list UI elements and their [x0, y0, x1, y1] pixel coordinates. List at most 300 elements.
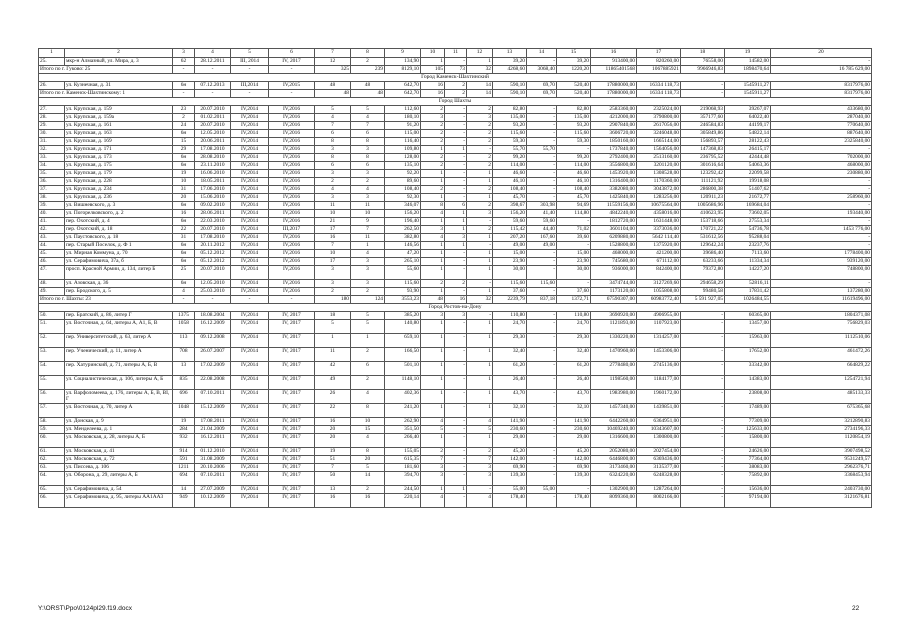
table-cell: -	[527, 106, 557, 114]
table-cell: 1308528,00	[637, 170, 681, 178]
table-cell: 3556800,00	[591, 162, 637, 170]
address-cell: ул. Оборона, д. 29, литеры А, Б	[65, 472, 173, 486]
subtotal-cell: 590,10	[493, 90, 527, 98]
table-cell: 09.12.2008	[195, 334, 231, 348]
table-cell: 24626,00	[725, 448, 771, 456]
table-cell: 1	[421, 334, 445, 348]
table-cell: 2513160,00	[637, 154, 681, 162]
city-section-header	[39, 304, 872, 312]
table-cell: 15800,00	[725, 434, 771, 448]
table-cell: -	[445, 138, 467, 146]
table-cell: 5642 114,40	[637, 234, 681, 242]
row-number: 63.	[39, 464, 65, 472]
table-cell: 1	[467, 404, 493, 418]
table-cell: 1302900,00	[591, 486, 637, 494]
table-cell: 1737840,00	[591, 146, 637, 154]
table-cell: 7	[315, 242, 351, 250]
table-cell: 23	[173, 106, 195, 114]
table-row	[39, 258, 872, 266]
table-cell: 64022,40	[725, 114, 771, 122]
table-cell: 3	[351, 280, 385, 288]
table-cell: 156,20	[493, 210, 527, 218]
table-cell: 17.08.2011	[195, 418, 231, 426]
address-cell: мкр-н Алмазный, ул. Мира, д. 3	[65, 58, 173, 66]
table-cell: 7	[351, 226, 385, 234]
address-cell: ул. Серафимовича, 37а, б	[65, 258, 173, 266]
table-cell: 61,20	[557, 362, 591, 376]
table-cell: 3	[315, 280, 351, 288]
table-cell: -	[681, 404, 725, 418]
table-cell: 39,60	[557, 234, 591, 242]
table-cell: 284	[173, 426, 195, 434]
table-cell: 99,20	[493, 154, 527, 162]
address-cell: ул. Мирная Коммуна, д. 70	[65, 250, 173, 258]
column-number: 19	[725, 49, 771, 58]
table-cell: 54063,36	[725, 162, 771, 170]
table-cell: 169684,04	[725, 202, 771, 210]
table-cell: 1453306,00	[637, 348, 681, 362]
table-cell: 22.03.2010	[195, 218, 231, 226]
table-row	[39, 154, 872, 162]
table-cell: 94,69	[557, 202, 591, 210]
row-number: 36.	[39, 178, 65, 186]
table-cell: 37,60	[493, 288, 527, 296]
subtotal-label: Итого по г. Каменск-Шахтинскому: 1	[39, 90, 173, 98]
table-cell: -	[771, 146, 872, 154]
table-cell: 79372,80	[681, 266, 725, 280]
table-cell: 12.05.2010	[195, 130, 231, 138]
table-cell: 55,00	[527, 486, 557, 494]
table-cell: 19	[173, 418, 195, 426]
table-cell: 6446800,00	[591, 456, 637, 464]
table-cell: -	[527, 122, 557, 130]
table-cell: 25	[173, 266, 195, 280]
table-cell: -	[527, 434, 557, 448]
table-cell: IV,2014	[231, 472, 269, 486]
table-cell: 11	[315, 202, 351, 210]
table-cell: 346,07	[385, 202, 421, 210]
subtotal-cell: 180	[315, 296, 351, 304]
row-number: 46.	[39, 258, 65, 266]
row-number: 34.	[39, 162, 65, 170]
table-cell: IV,2014	[231, 320, 269, 334]
table-cell: 27.07.2009	[195, 486, 231, 494]
column-number: 5	[231, 49, 269, 58]
table-cell: 1120854,19	[771, 434, 872, 448]
table-cell: 241,20	[385, 404, 421, 418]
table-cell: 1300800,00	[637, 434, 681, 448]
table-cell: IV,2016	[269, 288, 315, 296]
table-cell: 2	[351, 288, 385, 296]
subtotal-cell: -	[195, 66, 231, 74]
table-cell: 54736,78	[725, 226, 771, 234]
table-cell: -	[681, 486, 725, 494]
table-cell: 1	[467, 334, 493, 348]
address-cell: ул. Кузнечная, д. 31	[65, 82, 173, 90]
table-cell: 3368453,94	[771, 472, 872, 486]
table-cell: 55,70	[527, 146, 557, 154]
table-row	[39, 448, 872, 456]
table-cell: 3173460,00	[591, 464, 637, 472]
table-cell: 16.06.2010	[195, 170, 231, 178]
table-cell: 3	[315, 194, 351, 202]
address-cell: ул. Вишневского, д. 3	[65, 202, 173, 210]
table-cell: 244,50	[385, 486, 421, 494]
table-cell: 2	[351, 376, 385, 390]
table-cell: 1	[421, 58, 445, 66]
subtotal-cell: 8129,10	[385, 66, 421, 74]
table-cell: 14	[173, 486, 195, 494]
table-cell: 3	[351, 194, 385, 202]
table-cell: -	[445, 250, 467, 258]
table-cell: 47,20	[385, 250, 421, 258]
table-cell: -	[527, 250, 557, 258]
table-row	[39, 312, 872, 320]
table-cell: 12.05.2010	[195, 280, 231, 288]
subtotal-cell: -	[269, 296, 315, 304]
table-cell: 28.06.2011	[195, 210, 231, 218]
table-cell: 1564056,00	[637, 146, 681, 154]
table-cell: 31	[173, 234, 195, 242]
row-number: 25.	[39, 58, 65, 66]
table-cell: 110,80	[557, 312, 591, 320]
table-cell: 421200,00	[637, 250, 681, 258]
table-cell: 16	[351, 494, 385, 508]
table-cell: 13	[315, 486, 351, 494]
row-number: 48.	[39, 280, 65, 288]
table-cell: 266,40	[385, 434, 421, 448]
table-cell: IV,2014	[231, 376, 269, 390]
table-cell: 3	[421, 464, 445, 472]
table-cell: 1960172,00	[637, 390, 681, 404]
table-cell: 1048	[173, 404, 195, 418]
table-cell: 385,20	[385, 312, 421, 320]
table-cell: -	[445, 320, 467, 334]
table-cell: 69,90	[557, 464, 591, 472]
row-number: 59.	[39, 426, 65, 434]
table-cell: 43,70	[557, 390, 591, 404]
table-cell: -	[527, 362, 557, 376]
row-number: 47.	[39, 266, 65, 280]
table-cell: 48	[315, 82, 351, 90]
table-cell: 1	[421, 486, 445, 494]
row-number: 64.	[39, 472, 65, 486]
table-cell: 1	[421, 178, 445, 186]
table-cell: 3	[315, 170, 351, 178]
address-cell: ул. Крупская, д. 159а	[65, 114, 173, 122]
subtotal-cell: -	[195, 296, 231, 304]
table-cell: 236795,52	[681, 154, 725, 162]
table-cell: -	[445, 404, 467, 418]
table-cell: 15	[173, 138, 195, 146]
column-number: 7	[315, 49, 351, 58]
table-cell: 48	[351, 82, 385, 90]
table-cell: -	[445, 448, 467, 456]
table-cell: 17652,00	[725, 348, 771, 362]
table-cell: -	[527, 114, 557, 122]
table-cell: 32,10	[493, 404, 527, 418]
row-number: 62.	[39, 456, 65, 464]
row-number: 35.	[39, 170, 65, 178]
table-cell: 23,90	[493, 258, 527, 266]
table-cell: 6	[445, 202, 467, 210]
table-cell: 134,90	[385, 58, 421, 66]
table-cell: 694	[173, 472, 195, 486]
table-cell: 115,60	[385, 280, 421, 288]
table-cell: 140,80	[385, 320, 421, 334]
table-cell: IV,2016	[269, 280, 315, 288]
table-cell: -	[771, 202, 872, 210]
table-row	[39, 390, 872, 404]
table-row	[39, 456, 872, 464]
table-row	[39, 320, 872, 334]
table-cell: 1	[421, 390, 445, 404]
table-cell: 30,00	[493, 266, 527, 280]
table-cell: 1	[421, 258, 445, 266]
table-cell: 748800,00	[771, 266, 872, 280]
subtotal-cell: 520,40	[557, 90, 591, 98]
column-number: 2	[65, 49, 173, 58]
table-cell: 9	[351, 218, 385, 226]
table-cell: 949	[173, 494, 195, 508]
table-cell: 2	[315, 178, 351, 186]
table-cell: 8317976,00	[771, 82, 872, 90]
table-cell: 8	[351, 154, 385, 162]
table-cell: 16	[315, 494, 351, 508]
table-cell: 1	[421, 362, 445, 376]
table-cell: 1107923,00	[637, 320, 681, 334]
table-cell: -	[681, 334, 725, 348]
subtotal-cell: 17880000,00	[591, 90, 637, 98]
table-cell: -	[771, 186, 872, 194]
table-cell: IV,2014	[231, 448, 269, 456]
table-cell: 294658,29	[681, 280, 725, 288]
table-cell: 1316400,00	[591, 178, 637, 186]
table-cell: 4	[315, 186, 351, 194]
table-cell: -	[771, 280, 872, 288]
table-cell: 1	[421, 404, 445, 418]
table-cell: 20	[173, 194, 195, 202]
table-cell: 14582,00	[725, 58, 771, 66]
table-cell: 153718,66	[681, 218, 725, 226]
table-cell: 18	[315, 312, 351, 320]
table-cell: 11	[351, 234, 385, 242]
address-cell: ул. Крупская, д. 236	[65, 194, 173, 202]
table-cell: 10675564,00	[637, 202, 681, 210]
table-cell: 398,67	[493, 202, 527, 210]
table-cell: 20	[315, 434, 351, 448]
table-cell: 6н	[173, 218, 195, 226]
subtotal-cell: 16	[445, 296, 467, 304]
table-cell: 1314257,00	[637, 334, 681, 348]
subtotal-cell: 642,70	[385, 90, 421, 98]
table-cell: 5	[421, 426, 445, 434]
table-cell: 26415,17	[725, 146, 771, 154]
table-cell: -	[445, 162, 467, 170]
table-row	[39, 472, 872, 486]
table-cell: IV, 2017	[269, 472, 315, 486]
table-cell: 92,20	[385, 170, 421, 178]
table-cell: IV,2014	[231, 162, 269, 170]
table-cell: 394,70	[385, 472, 421, 486]
table-cell: 230,60	[557, 426, 591, 434]
table-row	[39, 464, 872, 472]
table-cell: 77309,00	[725, 418, 771, 426]
address-cell: ул. Восточная, д. 70, литер А	[65, 404, 173, 418]
table-cell: 3121676,81	[771, 494, 872, 508]
table-row	[39, 334, 872, 348]
table-cell: 2	[421, 122, 445, 130]
table-cell: 69,90	[493, 464, 527, 472]
table-cell: 139,30	[493, 472, 527, 486]
table-cell: 27553,34	[725, 218, 771, 226]
column-number: 10	[421, 49, 445, 58]
table-cell: 10	[173, 178, 195, 186]
subtotal-row	[39, 66, 872, 74]
table-cell: 1375920,00	[637, 242, 681, 250]
table-cell: 5	[467, 426, 493, 434]
table-cell: -	[681, 448, 725, 456]
table-cell: 2	[351, 58, 385, 66]
subtotal-cell: 1220,20	[557, 66, 591, 74]
table-cell: IV,2014	[231, 404, 269, 418]
address-cell: ул. Азовская, д. 36	[65, 280, 173, 288]
table-cell: 4	[351, 434, 385, 448]
table-cell: IV, 2017	[269, 334, 315, 348]
table-cell: -	[527, 154, 557, 162]
table-cell: 114,80	[557, 210, 591, 218]
table-cell: IV,2014	[231, 418, 269, 426]
table-cell: 01.12.2010	[195, 448, 231, 456]
table-cell: 5	[315, 320, 351, 334]
table-cell: IV,2016	[269, 178, 315, 186]
address-cell: ул. Варфоломеева, д. 176, литеры А, Б, В, ВI, Г	[65, 390, 173, 404]
table-cell: 115,60	[493, 130, 527, 138]
table-cell: IV,2016	[269, 250, 315, 258]
table-cell: 14383,00	[725, 376, 771, 390]
row-number: 61.	[39, 448, 65, 456]
table-cell: 4358016,00	[637, 210, 681, 218]
table-cell: 3	[445, 312, 467, 320]
table-cell: 8002166,00	[637, 494, 681, 508]
table-cell: IV,2014	[231, 146, 269, 154]
table-cell: 181,60	[385, 464, 421, 472]
table-cell: 20	[315, 426, 351, 434]
table-cell: 20.10.2006	[195, 464, 231, 472]
table-cell: 8	[315, 138, 351, 146]
table-cell: -	[467, 312, 493, 320]
table-cell: 17	[315, 226, 351, 234]
table-cell: 135,00	[557, 114, 591, 122]
table-cell: -	[445, 348, 467, 362]
table-cell: 1	[467, 362, 493, 376]
table-cell: -	[445, 266, 467, 280]
table-cell: IV, 2017	[269, 418, 315, 426]
table-cell: 756829,03	[771, 320, 872, 334]
table-cell: 1804371,08	[771, 312, 872, 320]
row-number: 58.	[39, 418, 65, 426]
table-cell: -	[681, 320, 725, 334]
table-cell: 99480,58	[681, 288, 725, 296]
table-cell: IV,2014	[231, 154, 269, 162]
address-cell: ул. Крупская, д. 173	[65, 154, 173, 162]
table-cell: 6	[315, 162, 351, 170]
table-cell: 69,70	[527, 82, 557, 90]
table-cell: -	[527, 312, 557, 320]
table-cell: 156893,57	[681, 138, 725, 146]
table-cell: 19	[173, 170, 195, 178]
table-cell: 4	[421, 234, 445, 242]
table-cell: 5	[351, 320, 385, 334]
table-cell: 93,20	[493, 122, 527, 130]
table-cell: 61,20	[493, 362, 527, 376]
table-cell: 1	[421, 320, 445, 334]
table-cell: 1	[467, 194, 493, 202]
table-cell: 675365,68	[771, 404, 872, 418]
table-row	[39, 170, 872, 178]
table-cell: 23,90	[557, 258, 591, 266]
column-number: 1	[39, 49, 65, 58]
table-cell: 4212000,00	[591, 114, 637, 122]
table-cell: 63233,66	[681, 258, 725, 266]
table-cell: 4	[351, 114, 385, 122]
table-cell: 664829,22	[771, 362, 872, 376]
table-cell: 39267,07	[725, 106, 771, 114]
address-cell: пер. Хатуринский, д. 71, литеры А, Б, В	[65, 362, 173, 376]
table-cell: 14	[467, 82, 493, 90]
table-cell: 1631448,00	[637, 218, 681, 226]
table-cell: 125633,00	[725, 426, 771, 434]
table-cell: 1545911,27	[725, 82, 771, 90]
row-number: 66.	[39, 494, 65, 508]
table-cell: 2	[467, 202, 493, 210]
table-cell: 25.03.2010	[195, 288, 231, 296]
subtotal-cell: 32	[467, 296, 493, 304]
table-cell: 155,05	[385, 448, 421, 456]
table-cell: 671112,00	[637, 258, 681, 266]
table-cell: 2027454,00	[637, 448, 681, 456]
table-cell: IV,2014	[231, 312, 269, 320]
address-cell: пер. Ученический, д. 11, литер А	[65, 348, 173, 362]
table-cell: -	[445, 494, 467, 508]
table-cell: 6н	[173, 258, 195, 266]
table-cell: IV,2014	[231, 170, 269, 178]
table-cell: 54822,14	[725, 130, 771, 138]
table-cell: 4	[351, 250, 385, 258]
table-cell: 137280,00	[771, 288, 872, 296]
table-cell: 2	[467, 226, 493, 234]
table-cell: 75892,00	[725, 472, 771, 486]
table-cell: 1198560,00	[591, 376, 637, 390]
table-cell: 2734196,33	[771, 426, 872, 434]
table-cell: 615,35	[385, 456, 421, 464]
table-cell: 6209880,00	[591, 234, 637, 242]
table-cell: 111121,92	[681, 178, 725, 186]
table-cell: 3	[467, 210, 493, 218]
table-cell: -	[557, 242, 591, 250]
table-cell: 22	[315, 404, 351, 418]
table-row	[39, 186, 872, 194]
table-cell: 141,90	[493, 418, 527, 426]
table-cell: 166,50	[385, 348, 421, 362]
table-cell: 29,00	[493, 434, 527, 448]
table-cell: 2	[421, 448, 445, 456]
table-cell: -	[527, 170, 557, 178]
subtotal-cell: -	[173, 90, 195, 98]
table-cell: 2	[421, 106, 445, 114]
footer-file-path: Y:\ORST\Ppo\0124pl29.f19.docx	[38, 605, 132, 612]
table-cell: 14227,20	[725, 266, 771, 280]
